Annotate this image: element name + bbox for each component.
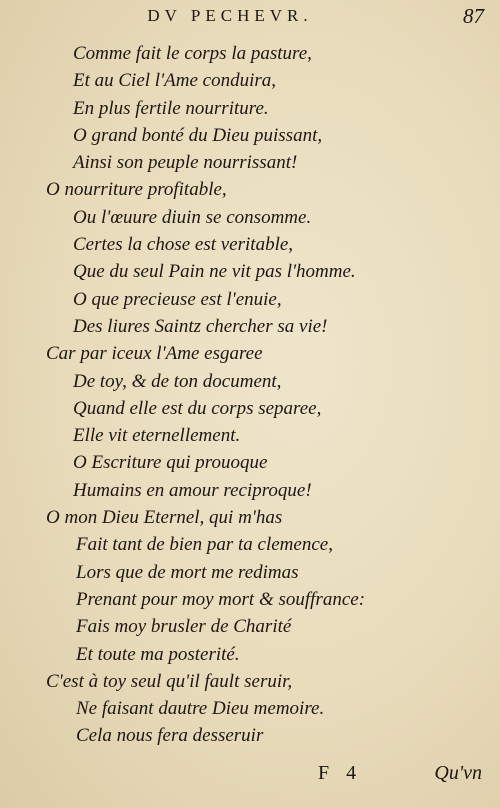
signature-mark: F 4 bbox=[318, 762, 363, 784]
verse-line: Lors que de mort me redimas bbox=[76, 561, 299, 583]
running-head: DV PECHEVR. bbox=[147, 6, 313, 25]
verse-line: O nourriture profitable, bbox=[46, 179, 227, 201]
verse-line: Que du seul Pain ne vit pas l'homme. bbox=[73, 261, 356, 283]
verse-line: Ou l'œuure diuin se consomme. bbox=[73, 206, 312, 228]
verse-line: O que precieuse est l'enuie, bbox=[73, 288, 282, 310]
verse-line: En plus fertile nourriture. bbox=[73, 97, 269, 119]
verse-line: O Escriture qui prouoque bbox=[73, 452, 268, 474]
verse-line: Cela nous fera desseruir bbox=[76, 725, 264, 747]
verse-line: Ainsi son peuple nourrissant! bbox=[73, 152, 298, 174]
poem-text bbox=[0, 40, 490, 750]
verse-line: Humains en amour reciproque! bbox=[73, 479, 312, 501]
verse-line: O grand bonté du Dieu puissant, bbox=[73, 124, 323, 146]
verse-line: O mon Dieu Eternel, qui m'has bbox=[46, 507, 283, 529]
verse-line: Car par iceux l'Ame esgaree bbox=[46, 343, 263, 365]
page-footer bbox=[0, 762, 500, 790]
verse-line: C'est à toy seul qu'il fault seruir, bbox=[46, 670, 293, 692]
verse-line: Elle vit eternellement. bbox=[73, 425, 241, 447]
catchword: Qu'vn bbox=[434, 762, 482, 784]
verse-line: De toy, & de ton document, bbox=[73, 370, 282, 392]
verse-line: Et au Ciel l'Ame conduira, bbox=[73, 70, 277, 92]
verse-line: Comme fait le corps la pasture, bbox=[73, 43, 312, 64]
verse-line: Certes la chose est veritable, bbox=[73, 234, 294, 256]
page-number: 87 bbox=[463, 4, 484, 28]
verse-line: Fait tant de bien par ta clemence, bbox=[76, 534, 333, 556]
verse-line: Et toute ma posterité. bbox=[76, 643, 240, 665]
verse-line: Ne faisant dautre Dieu memoire. bbox=[76, 698, 325, 720]
verse-line: Quand elle est du corps separee, bbox=[73, 397, 322, 419]
verse-line: Fais moy brusler de Charité bbox=[76, 616, 292, 638]
verse-line: Des liures Saintz chercher sa vie! bbox=[73, 315, 328, 337]
verse-line: Prenant pour moy mort & souffrance: bbox=[76, 588, 366, 610]
